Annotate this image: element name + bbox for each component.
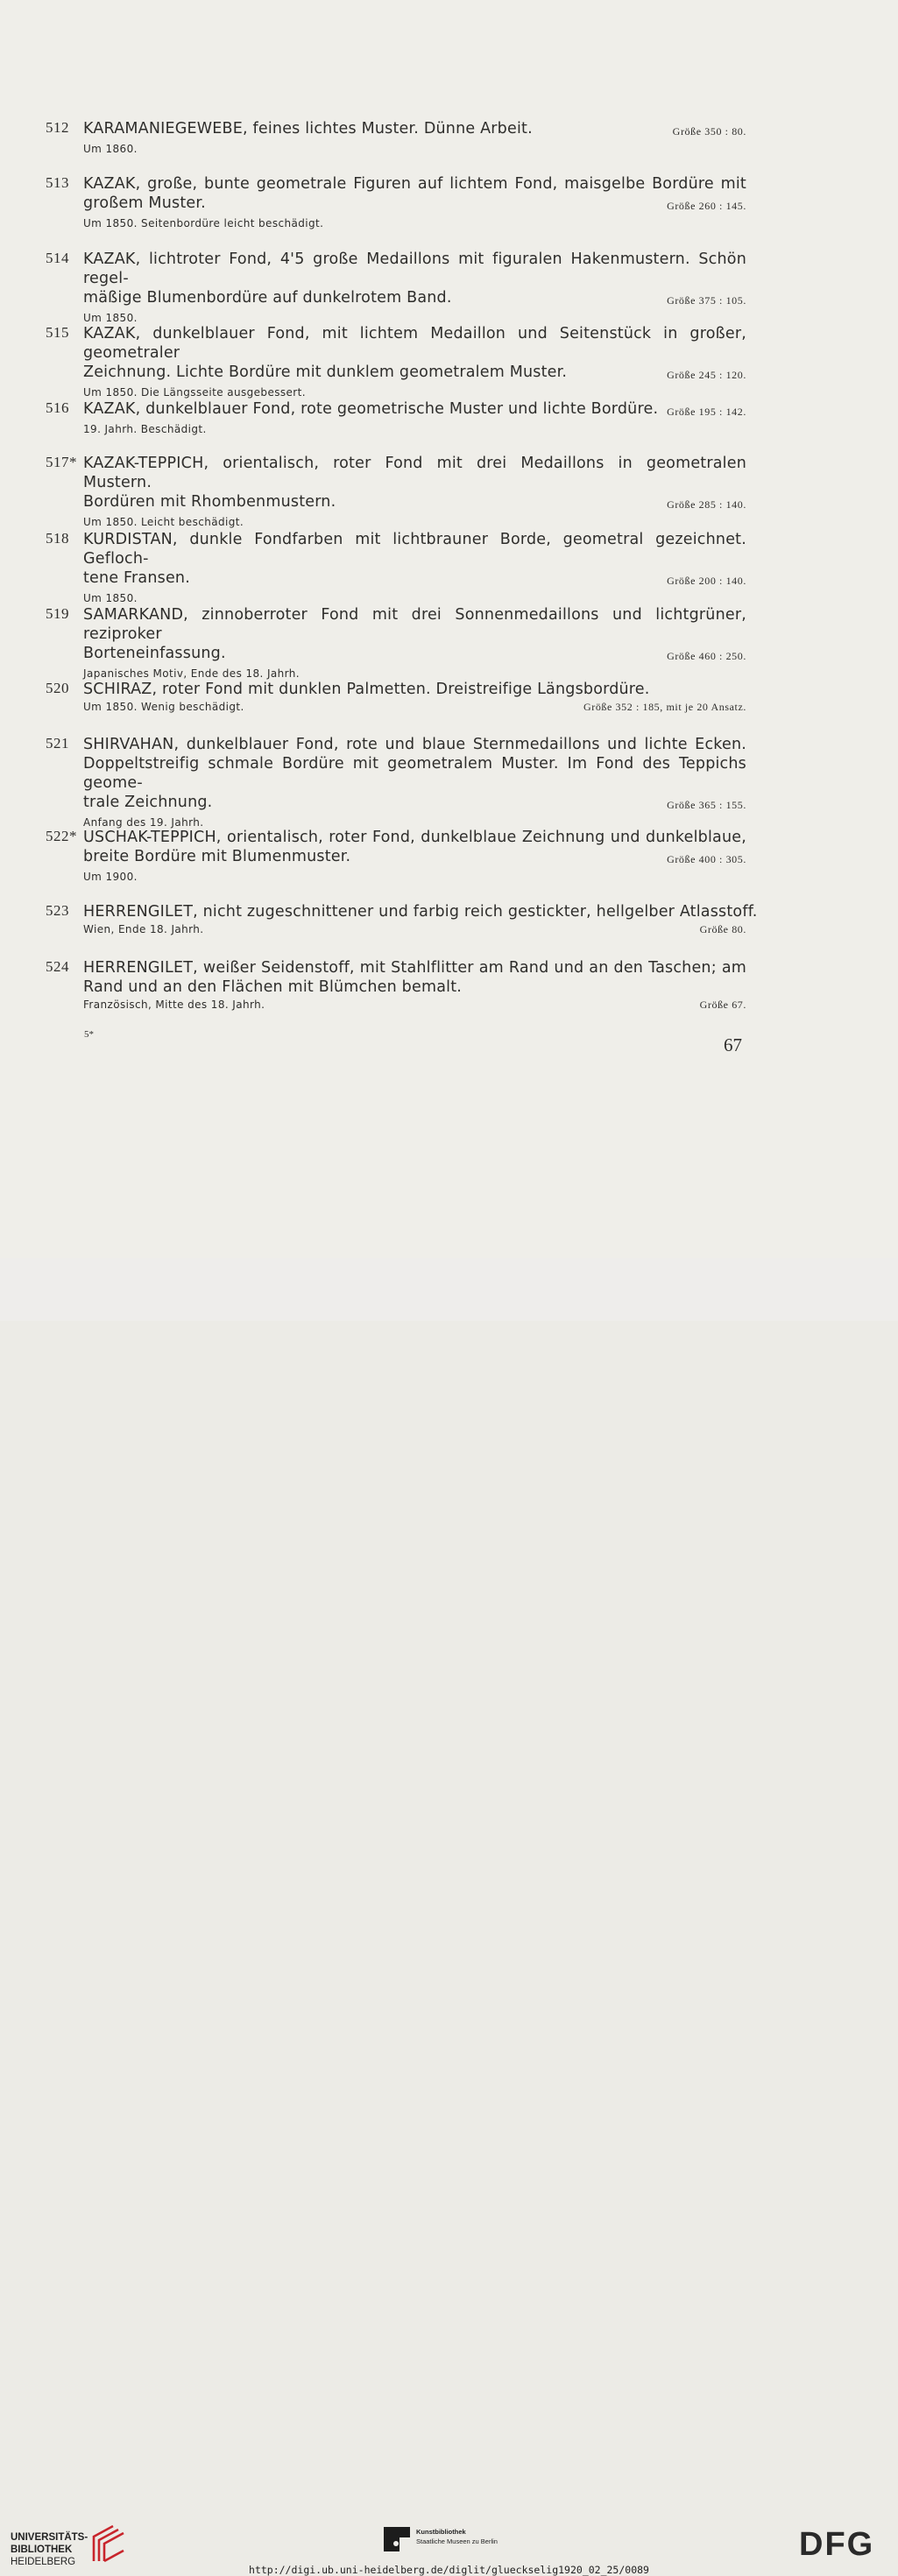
- entry-text: [83, 828, 746, 884]
- catalog-entry: [46, 399, 746, 436]
- entry-number: 520: [46, 680, 69, 696]
- kb-line-2: Staatliche Museen zu Berlin: [416, 2537, 498, 2545]
- entry-text: [83, 680, 746, 714]
- entry-note: [83, 700, 746, 714]
- entry-description-line: [83, 399, 746, 421]
- entry-description-line: [83, 324, 746, 363]
- description-text: KAZAK, große, bunte geometrale Figuren auf lichtem Fond, maisgelbe Bordüre mit: [83, 175, 746, 193]
- description-text: großem Muster.: [83, 194, 206, 212]
- entry-number: 522*: [46, 828, 77, 844]
- description-text: breite Bordüre mit Blumenmuster.: [83, 848, 351, 865]
- entry-note: [83, 870, 746, 884]
- note-text: Anfang des 19. Jahrh.: [83, 816, 204, 829]
- entry-size: Größe 67.: [699, 999, 746, 1011]
- description-text: Doppeltstreifig schmale Bordüre mit geometralem Muster. Im Fond des Teppichs geome-: [83, 755, 746, 792]
- description-text: KAZAK-TEPPICH, orientalisch, roter Fond mit drei Medaillons in geometralen Mustern.: [83, 455, 746, 491]
- signature-mark: 5*: [84, 1029, 94, 1040]
- description-text: KURDISTAN, dunkle Fondfarben mit lichtbrauner Borde, geometral gezeichnet. Gefloch-: [83, 531, 746, 568]
- catalog-entry: [46, 735, 746, 829]
- note-text: Um 1900.: [83, 871, 138, 883]
- entry-size: Größe 460 : 250.: [667, 650, 746, 662]
- entry-description-line: [83, 119, 746, 141]
- note-text: Um 1850. Wenig beschädigt.: [83, 701, 244, 713]
- entry-size: Größe 352 : 185, mit je 20 Ansatz.: [583, 701, 746, 713]
- description-text: Zeichnung. Lichte Bordüre mit dunklem geometralem Muster.: [83, 363, 568, 381]
- library-line-2: BIBLIOTHEK: [11, 2544, 73, 2555]
- entry-description-line: [83, 250, 746, 288]
- entry-description-line: [83, 958, 746, 977]
- entry-size: Größe 245 : 120.: [667, 369, 746, 381]
- description-text: USCHAK-TEPPICH, orientalisch, roter Fond, dunkelblaue Zeichnung und dunkelblaue,: [83, 829, 746, 846]
- library-line-3: HEIDELBERG: [11, 2557, 76, 2567]
- entry-number: 519: [46, 605, 69, 622]
- entry-size: Größe 285 : 140.: [667, 498, 746, 511]
- note-text: Japanisches Motiv, Ende des 18. Jahrh.: [83, 667, 300, 680]
- description-text: mäßige Blumenbordüre auf dunkelrotem Band.: [83, 289, 452, 307]
- entry-description-line: [83, 644, 746, 666]
- entry-text: [83, 174, 746, 230]
- entry-note: [83, 142, 746, 156]
- entry-text: [83, 454, 746, 529]
- catalog-entry: [46, 174, 746, 230]
- entry-note: [83, 515, 746, 529]
- entry-number: 518: [46, 530, 69, 547]
- entry-text: [83, 605, 746, 681]
- catalog-entry: [46, 250, 746, 325]
- entry-description-line: [83, 754, 746, 793]
- page-number: 67: [724, 1034, 742, 1055]
- kb-line-1: Kunstbibliothek: [416, 2528, 466, 2536]
- catalog-entry: [46, 119, 746, 156]
- entry-description-line: [83, 847, 746, 869]
- entry-description-line: [83, 793, 746, 815]
- entry-size: Größe 200 : 140.: [667, 575, 746, 587]
- description-text: tene Fransen.: [83, 569, 190, 587]
- entry-description-line: [83, 902, 758, 921]
- entry-note: [83, 591, 746, 605]
- note-text: Um 1860.: [83, 143, 138, 155]
- catalog-entry: [46, 454, 746, 529]
- description-text: SAMARKAND, zinnoberroter Fond mit drei Sonnenmedaillons und lichtgrüner, reziproker: [83, 606, 746, 643]
- catalog-entry: [46, 605, 746, 681]
- entry-description-line: [83, 363, 746, 385]
- description-text: Borteneinfassung.: [83, 645, 226, 662]
- note-text: Französisch, Mitte des 18. Jahrh.: [83, 999, 265, 1011]
- catalog-entry: [46, 828, 746, 884]
- entry-description-line: [83, 530, 746, 568]
- entry-description-line: [83, 680, 746, 699]
- entry-description-line: [83, 492, 746, 514]
- entry-description-line: [83, 735, 746, 754]
- entry-number: 516: [46, 399, 69, 416]
- catalog-entry: [46, 530, 746, 605]
- entry-size: Größe 195 : 142.: [667, 406, 746, 418]
- entry-note: [83, 922, 746, 936]
- description-text: trale Zeichnung.: [83, 794, 213, 811]
- note-text: Um 1850.: [83, 312, 138, 324]
- entry-number: 514: [46, 250, 69, 266]
- entry-size: Größe 350 : 80.: [672, 125, 746, 138]
- entry-note: [83, 311, 746, 325]
- entry-description-line: [83, 194, 746, 215]
- entry-description-line: [83, 605, 746, 644]
- ub-heidelberg-wordmark[interactable]: [11, 2531, 88, 2568]
- entry-description-line: [83, 454, 746, 492]
- note-text: Um 1850. Seitenbordüre leicht beschädigt.: [83, 217, 324, 229]
- catalog-entry: [46, 958, 746, 1012]
- description-text: Rand und an den Flächen mit Blümchen bemalt.: [83, 978, 463, 996]
- description-text: SHIRVAHAN, dunkelblauer Fond, rote und blaue Sternmedaillons und lichte Ecken.: [83, 736, 746, 753]
- description-text: Bordüren mit Rhombenmustern.: [83, 493, 336, 511]
- entry-number: 521: [46, 735, 69, 752]
- description-text: KARAMANIEGEWEBE, feines lichtes Muster. Dünne Arbeit.: [83, 120, 533, 138]
- description-text: HERRENGILET, nicht zugeschnittener und farbig reich gestickter, hellgelber Atlasstoff.: [83, 903, 758, 921]
- entry-size: Größe 80.: [699, 923, 746, 935]
- description-text: KAZAK, lichtroter Fond, 4'5 große Medaillons mit figuralen Hakenmustern. Schön regel-: [83, 251, 746, 287]
- entry-text: [83, 399, 746, 436]
- note-text: 19. Jahrh. Beschädigt.: [83, 423, 207, 435]
- entry-number: 523: [46, 902, 69, 919]
- catalog-page: [0, 0, 898, 1258]
- entry-note: [83, 667, 746, 681]
- entry-text: [83, 119, 746, 156]
- footer-bar: [0, 1258, 898, 2576]
- entry-description-line: [83, 568, 746, 590]
- description-text: SCHIRAZ, roter Fond mit dunklen Palmetten. Dreistreifige Längsbordüre.: [83, 681, 650, 698]
- catalog-entry: [46, 902, 758, 936]
- permalink-url[interactable]: http://digi.ub.uni-heidelberg.de/diglit/glueckselig1920_02_25/0089: [249, 2564, 649, 2576]
- description-text: KAZAK, dunkelblauer Fond, mit lichtem Medaillon und Seitenstück in großer, geometraler: [83, 325, 746, 362]
- entry-size: Größe 260 : 145.: [667, 200, 746, 212]
- description-text: KAZAK, dunkelblauer Fond, rote geometrische Muster und lichte Bordüre.: [83, 400, 659, 418]
- entry-text: [83, 530, 746, 605]
- entry-size: Größe 400 : 305.: [667, 853, 746, 865]
- entry-text: [83, 958, 746, 1012]
- description-text: HERRENGILET, weißer Seidenstoff, mit Stahlflitter am Rand und an den Taschen; am: [83, 959, 746, 977]
- entry-number: 513: [46, 174, 69, 191]
- entry-description-line: [83, 288, 746, 310]
- catalog-entry: [46, 324, 746, 399]
- entry-note: [83, 385, 746, 399]
- entry-text: [83, 324, 746, 399]
- entry-text: [83, 250, 746, 325]
- entry-description-line: [83, 174, 746, 194]
- entry-text: [83, 902, 758, 936]
- note-text: Um 1850.: [83, 592, 138, 604]
- ub-logo-icon[interactable]: [90, 2521, 125, 2565]
- entry-number: 515: [46, 324, 69, 341]
- kunstbibliothek-logo-icon[interactable]: [384, 2527, 410, 2551]
- entry-size: Größe 365 : 155.: [667, 799, 746, 811]
- note-text: Um 1850. Leicht beschädigt.: [83, 516, 244, 528]
- library-line-1: UNIVERSITÄTS-: [11, 2532, 88, 2543]
- note-text: Wien, Ende 18. Jahrh.: [83, 923, 204, 935]
- entry-note: [83, 998, 746, 1012]
- entry-number: 512: [46, 119, 69, 136]
- entry-description-line: [83, 828, 746, 847]
- entry-size: Größe 375 : 105.: [667, 294, 746, 307]
- entry-description-line: [83, 977, 746, 997]
- dfg-logo[interactable]: DFG: [799, 2526, 875, 2563]
- kunstbibliothek-wordmark: [416, 2527, 498, 2546]
- entry-note: [83, 422, 746, 436]
- note-text: Um 1850. Die Längsseite ausgebessert.: [83, 386, 306, 399]
- entry-number: 517*: [46, 454, 77, 470]
- entry-text: [83, 735, 746, 829]
- entry-number: 524: [46, 958, 69, 975]
- catalog-entry: [46, 680, 746, 714]
- entry-note: [83, 216, 746, 230]
